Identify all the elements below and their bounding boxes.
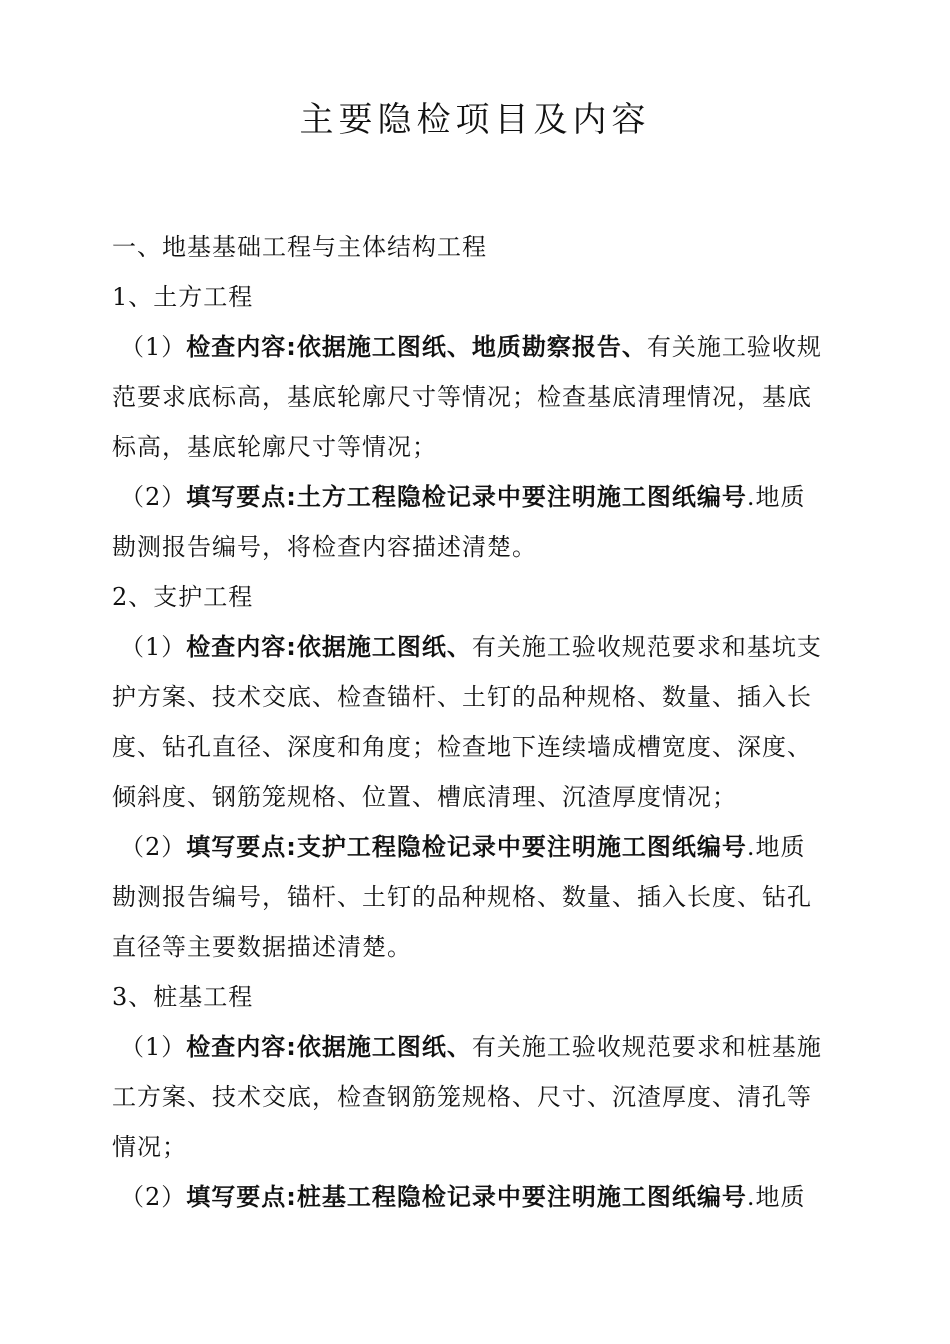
fill-label: 填写要点: xyxy=(186,833,297,861)
paragraph-line: 工方案、技术交底，检查钢筋笼规格、尺寸、沉渣厚度、清孔等 xyxy=(112,1083,812,1111)
fill-bold-text: 土方工程隐检记录中要注明施工图纸编号 xyxy=(296,483,747,511)
check-bold-text: 依据施工图纸、地质勘察报告、 xyxy=(296,333,647,361)
check-text: 有关施工验收规 xyxy=(646,333,822,361)
subsection-heading-pile-foundation: 3、桩基工程 xyxy=(112,983,254,1011)
fill-points-paragraph xyxy=(112,822,872,872)
check-content-paragraph xyxy=(112,622,872,672)
check-content-paragraph xyxy=(112,322,872,372)
fill-bold-text: 支护工程隐检记录中要注明施工图纸编号 xyxy=(296,833,747,861)
check-label: 检查内容: xyxy=(186,633,297,661)
paragraph-line: 倾斜度、钢筋笼规格、位置、槽底清理、沉渣厚度情况； xyxy=(112,783,737,811)
check-bold-text: 依据施工图纸、 xyxy=(296,633,472,661)
check-label: 检查内容: xyxy=(186,333,297,361)
fill-points-paragraph xyxy=(112,472,872,522)
page-title: 主要隐检项目及内容 xyxy=(299,100,651,140)
paragraph-line: 标高，基底轮廓尺寸等情况； xyxy=(112,433,437,461)
item-number: （2） xyxy=(120,483,187,511)
check-label: 检查内容: xyxy=(186,1033,297,1061)
fill-bold-text: 桩基工程隐检记录中要注明施工图纸编号 xyxy=(296,1183,747,1211)
item-number: （1） xyxy=(120,1033,187,1061)
item-number: （1） xyxy=(120,633,187,661)
fill-text: .地质 xyxy=(746,1183,806,1211)
check-content-paragraph xyxy=(112,1022,872,1072)
check-text: 有关施工验收规范要求和桩基施 xyxy=(471,1033,822,1061)
fill-points-paragraph xyxy=(112,1172,872,1222)
document-body xyxy=(112,222,872,1222)
fill-label: 填写要点: xyxy=(186,1183,297,1211)
paragraph-line: 勘测报告编号，将检查内容描述清楚。 xyxy=(112,533,537,561)
paragraph-line: 直径等主要数据描述清楚。 xyxy=(112,933,412,961)
paragraph-line: 情况； xyxy=(112,1133,187,1161)
check-text: 有关施工验收规范要求和基坑支 xyxy=(471,633,822,661)
paragraph-line: 度、钻孔直径、深度和角度；检查地下连续墙成槽宽度、深度、 xyxy=(112,733,812,761)
item-number: （1） xyxy=(120,333,187,361)
check-bold-text: 依据施工图纸、 xyxy=(296,1033,472,1061)
item-number: （2） xyxy=(120,1183,187,1211)
section-heading: 一、地基基础工程与主体结构工程 xyxy=(112,233,487,261)
fill-text: .地质 xyxy=(746,833,806,861)
item-number: （2） xyxy=(120,833,187,861)
fill-label: 填写要点: xyxy=(186,483,297,511)
subsection-heading-support: 2、支护工程 xyxy=(112,583,254,611)
subsection-heading-earthwork: 1、土方工程 xyxy=(112,283,254,311)
paragraph-line: 勘测报告编号，锚杆、土钉的品种规格、数量、插入长度、钻孔 xyxy=(112,883,812,911)
paragraph-line: 护方案、技术交底、检查锚杆、土钉的品种规格、数量、插入长 xyxy=(112,683,812,711)
paragraph-line: 范要求底标高，基底轮廓尺寸等情况；检查基底清理情况，基底 xyxy=(112,383,812,411)
fill-text: .地质 xyxy=(746,483,806,511)
